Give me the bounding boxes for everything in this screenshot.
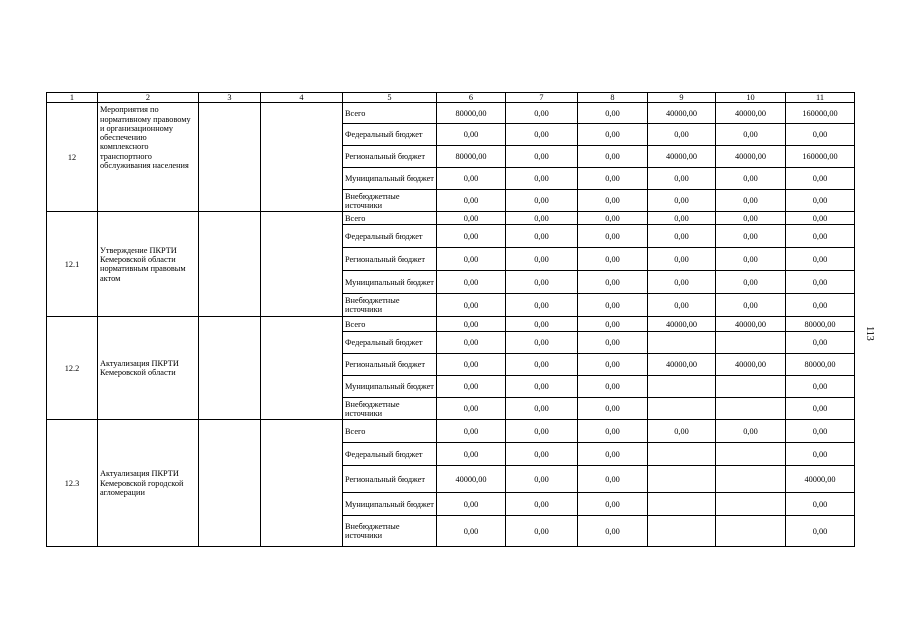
amount-cell: 0,00 (506, 103, 578, 124)
amount-cell (716, 516, 786, 547)
amount-cell: 0,00 (716, 248, 786, 271)
amount-cell: 0,00 (437, 168, 506, 190)
funding-source-cell: Федеральный бюджет (343, 225, 437, 248)
amount-cell: 40000,00 (437, 466, 506, 493)
amount-cell: 40000,00 (716, 317, 786, 332)
amount-cell (648, 493, 716, 516)
table-row (47, 420, 855, 443)
amount-cell: 0,00 (437, 332, 506, 354)
activity-code-cell: 12.3 (47, 420, 98, 547)
amount-cell: 0,00 (648, 168, 716, 190)
amount-cell: 0,00 (578, 124, 648, 146)
column-3-cell (199, 420, 261, 547)
funding-source-cell: Муниципальный бюджет (343, 168, 437, 190)
amount-cell: 0,00 (786, 493, 855, 516)
amount-cell: 0,00 (506, 294, 578, 317)
amount-cell: 0,00 (786, 420, 855, 443)
amount-cell: 80000,00 (437, 146, 506, 168)
amount-cell: 0,00 (437, 294, 506, 317)
amount-cell: 0,00 (648, 225, 716, 248)
amount-cell: 0,00 (786, 248, 855, 271)
column-3-cell (199, 212, 261, 317)
amount-cell: 80000,00 (786, 354, 855, 376)
amount-cell: 0,00 (506, 376, 578, 398)
amount-cell: 0,00 (506, 168, 578, 190)
amount-cell: 40000,00 (716, 146, 786, 168)
column-4-cell (261, 420, 343, 547)
amount-cell: 0,00 (648, 271, 716, 294)
amount-cell: 40000,00 (716, 103, 786, 124)
amount-cell (648, 443, 716, 466)
funding-source-cell: Федеральный бюджет (343, 443, 437, 466)
column-3-cell (199, 317, 261, 420)
amount-cell: 0,00 (506, 493, 578, 516)
amount-cell: 0,00 (578, 493, 648, 516)
funding-source-cell: Региональный бюджет (343, 354, 437, 376)
activity-code-cell: 12.2 (47, 317, 98, 420)
amount-cell: 0,00 (578, 317, 648, 332)
page-number: 113 (863, 326, 875, 341)
amount-cell: 0,00 (437, 398, 506, 420)
amount-cell (648, 398, 716, 420)
column-number-cell: 7 (506, 93, 578, 103)
amount-cell: 0,00 (437, 190, 506, 212)
amount-cell: 40000,00 (648, 354, 716, 376)
funding-source-cell: Региональный бюджет (343, 146, 437, 168)
amount-cell: 0,00 (786, 212, 855, 225)
amount-cell: 0,00 (648, 190, 716, 212)
amount-cell: 0,00 (716, 168, 786, 190)
amount-cell: 0,00 (648, 420, 716, 443)
column-number-cell: 5 (343, 93, 437, 103)
amount-cell: 0,00 (578, 212, 648, 225)
amount-cell: 0,00 (786, 398, 855, 420)
funding-source-cell: Всего (343, 103, 437, 124)
amount-cell: 0,00 (437, 443, 506, 466)
amount-cell: 0,00 (506, 317, 578, 332)
amount-cell: 0,00 (506, 398, 578, 420)
amount-cell: 0,00 (437, 124, 506, 146)
funding-source-cell: Всего (343, 317, 437, 332)
amount-cell: 0,00 (648, 248, 716, 271)
activity-name-cell: Мероприятия по нормативному правовому и организационному обеспечению комплексного транспортного обслуживания населения (98, 103, 199, 212)
amount-cell: 0,00 (506, 190, 578, 212)
amount-cell: 0,00 (786, 516, 855, 547)
amount-cell: 0,00 (648, 294, 716, 317)
column-number-cell: 3 (199, 93, 261, 103)
amount-cell: 0,00 (578, 190, 648, 212)
amount-cell: 0,00 (578, 420, 648, 443)
funding-source-cell: Федеральный бюджет (343, 124, 437, 146)
column-number-cell: 8 (578, 93, 648, 103)
amount-cell: 0,00 (437, 516, 506, 547)
amount-cell: 0,00 (648, 212, 716, 225)
amount-cell: 0,00 (786, 376, 855, 398)
funding-source-cell: Региональный бюджет (343, 248, 437, 271)
amount-cell: 0,00 (506, 516, 578, 547)
amount-cell: 0,00 (578, 168, 648, 190)
amount-cell (648, 516, 716, 547)
amount-cell: 0,00 (716, 294, 786, 317)
amount-cell: 0,00 (578, 103, 648, 124)
column-4-cell (261, 317, 343, 420)
amount-cell: 0,00 (578, 146, 648, 168)
funding-source-cell: Внебюджетные источники (343, 516, 437, 547)
amount-cell: 0,00 (786, 124, 855, 146)
amount-cell (716, 398, 786, 420)
table-row (47, 212, 855, 225)
amount-cell: 0,00 (506, 271, 578, 294)
column-number-cell: 6 (437, 93, 506, 103)
amount-cell: 0,00 (506, 443, 578, 466)
amount-cell: 0,00 (506, 212, 578, 225)
amount-cell: 0,00 (786, 271, 855, 294)
amount-cell: 0,00 (786, 332, 855, 354)
amount-cell: 0,00 (506, 332, 578, 354)
amount-cell (716, 332, 786, 354)
table-row (47, 317, 855, 332)
amount-cell: 0,00 (506, 248, 578, 271)
funding-source-cell: Всего (343, 420, 437, 443)
funding-source-cell: Муниципальный бюджет (343, 376, 437, 398)
funding-source-cell: Внебюджетные источники (343, 294, 437, 317)
amount-cell: 0,00 (437, 493, 506, 516)
column-number-cell: 1 (47, 93, 98, 103)
amount-cell: 0,00 (786, 443, 855, 466)
amount-cell (648, 466, 716, 493)
table-header-row (47, 93, 855, 103)
amount-cell: 0,00 (578, 271, 648, 294)
column-4-cell (261, 212, 343, 317)
amount-cell: 0,00 (578, 376, 648, 398)
amount-cell: 0,00 (506, 225, 578, 248)
amount-cell (648, 376, 716, 398)
activity-code-cell: 12.1 (47, 212, 98, 317)
amount-cell (716, 493, 786, 516)
amount-cell: 0,00 (578, 225, 648, 248)
amount-cell: 40000,00 (716, 354, 786, 376)
amount-cell: 0,00 (716, 271, 786, 294)
amount-cell: 0,00 (786, 294, 855, 317)
amount-cell: 0,00 (437, 317, 506, 332)
funding-source-cell: Федеральный бюджет (343, 332, 437, 354)
amount-cell: 40000,00 (648, 146, 716, 168)
amount-cell: 0,00 (648, 124, 716, 146)
funding-source-cell: Муниципальный бюджет (343, 271, 437, 294)
amount-cell: 0,00 (506, 354, 578, 376)
column-3-cell (199, 103, 261, 212)
activity-name-cell: Актуализация ПКРТИ Кемеровской области (98, 317, 199, 420)
amount-cell: 0,00 (437, 420, 506, 443)
amount-cell (716, 376, 786, 398)
activity-name-cell: Утверждение ПКРТИ Кемеровской области нормативным правовым актом (98, 212, 199, 317)
amount-cell: 0,00 (716, 124, 786, 146)
amount-cell: 0,00 (437, 225, 506, 248)
amount-cell: 0,00 (578, 443, 648, 466)
budget-table (46, 92, 855, 547)
amount-cell: 0,00 (506, 420, 578, 443)
amount-cell (648, 332, 716, 354)
amount-cell: 0,00 (716, 225, 786, 248)
amount-cell: 160000,00 (786, 103, 855, 124)
amount-cell: 0,00 (716, 190, 786, 212)
amount-cell: 0,00 (506, 124, 578, 146)
amount-cell: 0,00 (786, 225, 855, 248)
activity-code-cell: 12 (47, 103, 98, 212)
amount-cell: 0,00 (578, 398, 648, 420)
amount-cell: 0,00 (437, 271, 506, 294)
amount-cell: 0,00 (786, 168, 855, 190)
funding-source-cell: Внебюджетные источники (343, 190, 437, 212)
column-number-cell: 4 (261, 93, 343, 103)
amount-cell: 80000,00 (437, 103, 506, 124)
funding-source-cell: Муниципальный бюджет (343, 493, 437, 516)
column-number-cell: 2 (98, 93, 199, 103)
funding-source-cell: Внебюджетные источники (343, 398, 437, 420)
amount-cell: 40000,00 (648, 103, 716, 124)
amount-cell: 80000,00 (786, 317, 855, 332)
amount-cell: 0,00 (716, 212, 786, 225)
amount-cell: 0,00 (786, 190, 855, 212)
amount-cell: 0,00 (437, 376, 506, 398)
funding-source-cell: Всего (343, 212, 437, 225)
amount-cell: 0,00 (578, 466, 648, 493)
amount-cell: 0,00 (437, 354, 506, 376)
amount-cell: 0,00 (716, 420, 786, 443)
column-number-cell: 10 (716, 93, 786, 103)
amount-cell: 160000,00 (786, 146, 855, 168)
activity-name-cell: Актуализация ПКРТИ Кемеровской городской агломерации (98, 420, 199, 547)
amount-cell: 0,00 (578, 248, 648, 271)
amount-cell: 0,00 (578, 332, 648, 354)
column-4-cell (261, 103, 343, 212)
amount-cell (716, 443, 786, 466)
amount-cell: 0,00 (437, 212, 506, 225)
amount-cell: 0,00 (506, 146, 578, 168)
amount-cell: 0,00 (578, 354, 648, 376)
amount-cell: 0,00 (578, 294, 648, 317)
amount-cell: 0,00 (437, 248, 506, 271)
amount-cell: 40000,00 (786, 466, 855, 493)
amount-cell: 40000,00 (648, 317, 716, 332)
column-number-cell: 11 (786, 93, 855, 103)
amount-cell (716, 466, 786, 493)
table-row (47, 103, 855, 124)
funding-source-cell: Региональный бюджет (343, 466, 437, 493)
amount-cell: 0,00 (578, 516, 648, 547)
amount-cell: 0,00 (506, 466, 578, 493)
column-number-cell: 9 (648, 93, 716, 103)
